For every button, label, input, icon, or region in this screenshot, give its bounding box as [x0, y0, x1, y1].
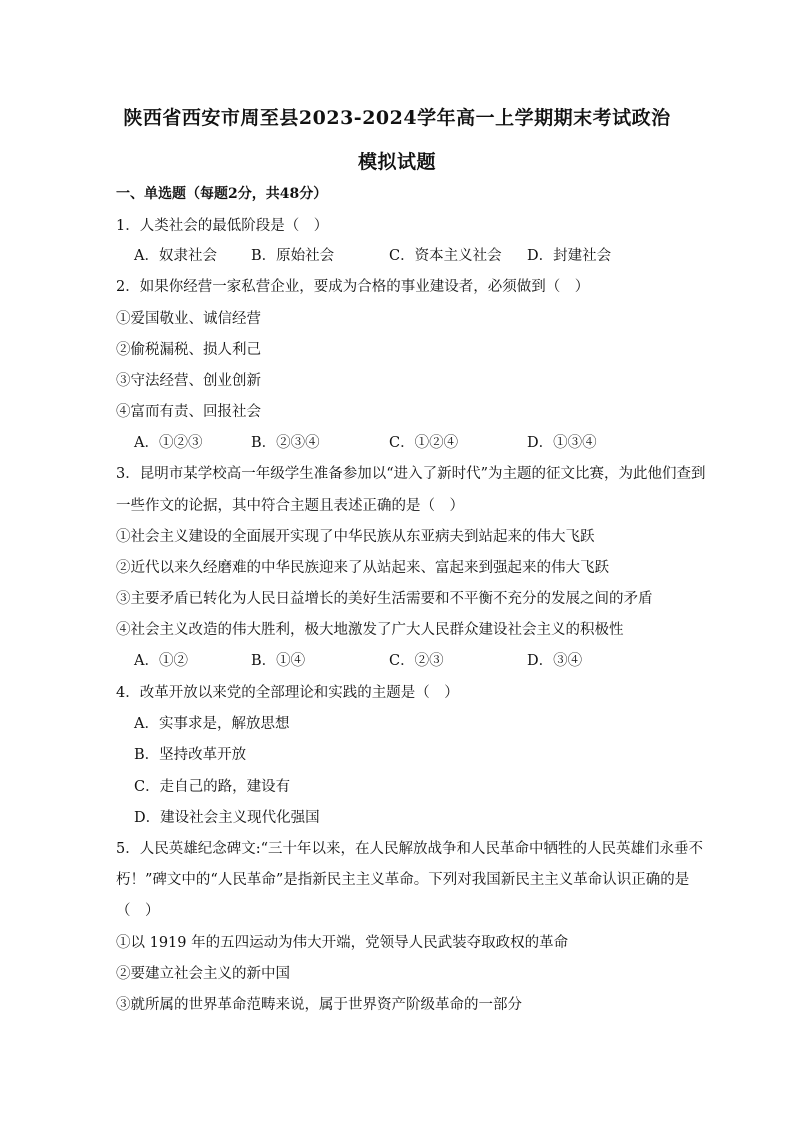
- question-4-option-b: B．坚持改革开放: [134, 747, 247, 763]
- question-5-item-2: ②要建立社会主义的新中国: [116, 966, 290, 982]
- question-2-item-3: ③守法经营、创业创新: [116, 373, 261, 389]
- question-5-stem-line1: 5．人民英雄纪念碑文:“三十年以来，在人民解放战争和人民革命中牺牲的人民英雄们永垂不: [116, 841, 704, 857]
- question-2-stem: 2．如果你经营一家私营企业，要成为合格的事业建设者，必须做到（ ）: [116, 279, 590, 295]
- question-3-option-c: C．②③: [389, 653, 444, 669]
- question-4-option-a: A．实事求是，解放思想: [134, 716, 290, 732]
- question-5-item-1: ①以 1919 年的五四运动为伟大开端，党领导人民武装夺取政权的革命: [116, 935, 569, 951]
- question-3-stem-line2: 一些作文的论据，其中符合主题且表述正确的是（ ）: [116, 498, 464, 514]
- question-3-option-b: B．①④: [251, 653, 306, 669]
- question-2-item-1: ①爱国敬业、诚信经营: [116, 311, 261, 327]
- question-2-item-4: ④富而有责、回报社会: [116, 404, 261, 420]
- question-5-stem-line2: 朽！”碑文中的“人民革命”是指新民主主义革命。下列对我国新民主主义革命认识正确的是: [116, 872, 690, 888]
- question-4-option-d: D．建设社会主义现代化强国: [134, 810, 320, 826]
- question-5-item-3: ③就所属的世界革命范畴来说，属于世界资产阶级革命的一部分: [116, 997, 522, 1013]
- question-3-option-a: A．①②: [134, 653, 188, 669]
- question-2-item-2: ②偷税漏税、损人利己: [116, 342, 261, 358]
- question-3-item-1: ①社会主义建设的全面展开实现了中华民族从东亚病夫到站起来的伟大飞跃: [116, 529, 595, 545]
- question-2-option-b: B．②③④: [251, 435, 320, 451]
- question-1-option-b: B．原始社会: [251, 248, 335, 264]
- document-title-line2: 模拟试题: [357, 151, 436, 173]
- question-4-stem: 4．改革开放以来党的全部理论和实践的主题是（ ）: [116, 685, 459, 701]
- question-2-option-a: A．①②③: [134, 435, 203, 451]
- question-2-option-d: D．①③④: [527, 435, 597, 451]
- question-1-option-c: C．资本主义社会: [389, 248, 502, 264]
- question-1-stem: 1．人类社会的最低阶段是（ ）: [116, 218, 329, 234]
- question-3-option-d: D．③④: [527, 653, 583, 669]
- question-3-stem-line1: 3．昆明市某学校高一年级学生准备参加以“进入了新时代”为主题的征文比赛，为此他们查到: [116, 466, 706, 482]
- question-3-item-2: ②近代以来久经磨难的中华民族迎来了从站起来、富起来到强起来的伟大飞跃: [116, 560, 609, 576]
- question-5-stem-line3: （ ）: [116, 903, 160, 919]
- question-4-option-c: C．走自己的路，建设有: [134, 779, 291, 795]
- document-title-line1: 陕西省西安市周至县2023-2024学年高一上学期期末考试政治: [123, 107, 671, 129]
- question-2-option-c: C．①②④: [389, 435, 459, 451]
- question-1-option-a: A．奴隶社会: [134, 248, 217, 264]
- question-3-item-4: ④社会主义改造的伟大胜利，极大地激发了广大人民群众建设社会主义的积极性: [116, 622, 624, 638]
- question-1-option-d: D．封建社会: [527, 248, 612, 264]
- section-heading: 一、单选题（每题2分，共48分）: [116, 186, 328, 202]
- question-3-item-3: ③主要矛盾已转化为人民日益增长的美好生活需要和不平衡不充分的发展之间的矛盾: [116, 591, 653, 607]
